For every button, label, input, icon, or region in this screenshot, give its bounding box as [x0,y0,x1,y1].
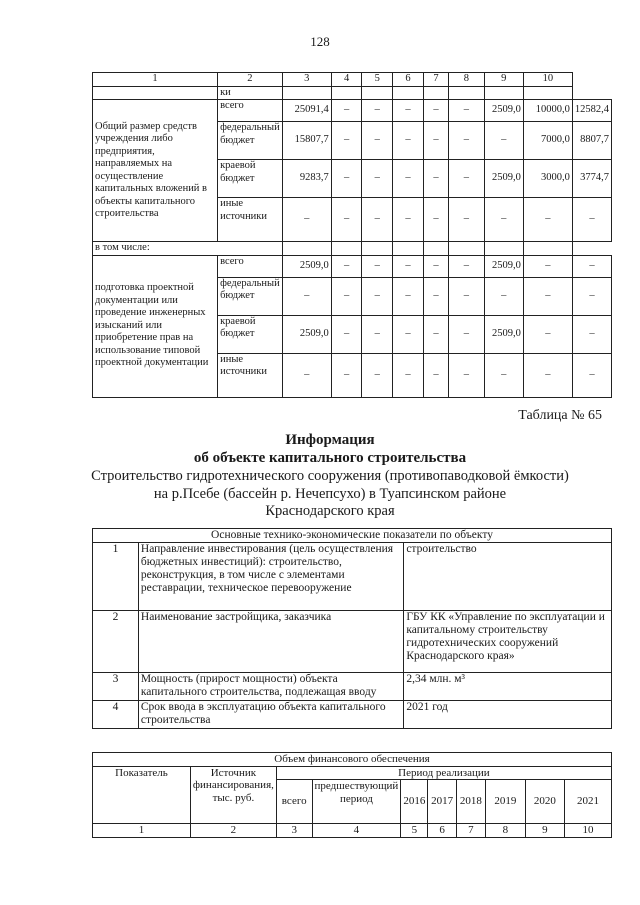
indicators-table [92,528,612,729]
value-cell: – [484,198,523,242]
value-cell: – [449,353,484,397]
col-previous: предшествующий период [312,780,401,824]
value-cell: – [523,277,572,315]
column-number: 10 [523,73,572,87]
value-cell: – [449,160,484,198]
indicator-name: Наименование застройщика, заказчика [138,611,403,673]
page-number: 128 [310,34,330,49]
indicator-value: 2,34 млн. м³ [404,673,612,701]
funding-source: иные источники [218,198,283,242]
value-cell: – [393,255,424,277]
value-cell: – [362,122,393,160]
col-source: Источник финансирования, тыс. руб. [190,766,276,824]
column-number: 6 [428,824,457,838]
col-year: 2018 [457,780,486,824]
column-number: 1 [93,824,191,838]
col-year: 2016 [401,780,428,824]
value-cell: – [523,198,572,242]
empty-cell [523,242,572,256]
value-cell: 12582,4 [572,100,611,122]
column-number: 4 [312,824,401,838]
value-cell: – [282,277,331,315]
column-number: 1 [93,73,218,87]
funding-source: федеральный бюджет [218,122,283,160]
value-cell: 8807,7 [572,122,611,160]
doc-title: Информация [285,432,375,448]
value-cell: – [331,198,362,242]
column-number: 8 [485,824,525,838]
value-cell: – [423,353,448,397]
value-cell: – [393,277,424,315]
value-cell: – [484,277,523,315]
empty-cell [484,242,523,256]
column-number: 5 [401,824,428,838]
empty-cell [523,86,572,100]
column-number: 3 [276,824,312,838]
table-row [93,255,612,277]
empty-cell [393,86,424,100]
value-cell: – [423,315,448,353]
col-year: 2017 [428,780,457,824]
value-cell: – [331,160,362,198]
value-cell: – [393,160,424,198]
group-label: подготовка проектной документации или проведение инженерных изысканий или приобретение прав на использование типовой проектной документации [93,255,218,397]
empty-cell [331,242,362,256]
indicator-value: строительство [404,543,612,611]
column-number: 2 [190,824,276,838]
table-label: Таблица № 65 [518,408,602,423]
empty-cell [93,86,218,100]
value-cell: – [393,198,424,242]
value-cell: – [331,255,362,277]
column-number: 10 [564,824,611,838]
empty-cell [362,242,393,256]
column-number: 6 [393,73,424,87]
financing-header: Объем финансового обеспечения [93,753,612,767]
column-number: 2 [218,73,283,87]
value-cell: – [362,277,393,315]
value-cell: 3774,7 [572,160,611,198]
value-cell: – [484,353,523,397]
value-cell: – [362,315,393,353]
indicator-value: ГБУ КК «Управление по эксплуатации и капитальному строительству гидротехнических сооружений Краснодарского края» [404,611,612,673]
source-continuation: ки [218,86,283,100]
value-cell: 2509,0 [484,255,523,277]
empty-cell [282,242,331,256]
funding-source: краевой бюджет [218,315,283,353]
empty-cell [393,242,424,256]
value-cell: 7000,0 [523,122,572,160]
column-number: 8 [449,73,484,87]
value-cell: 2509,0 [282,255,331,277]
value-cell: 25091,4 [282,100,331,122]
value-cell: – [362,160,393,198]
value-cell: – [449,198,484,242]
col-year: 2020 [525,780,564,824]
indicator-name: Срок ввода в эксплуатацию объекта капитального строительства [138,701,403,729]
value-cell: – [572,315,611,353]
indicator-value: 2021 год [404,701,612,729]
empty-cell [423,242,448,256]
col-year: 2019 [485,780,525,824]
value-cell: 2509,0 [282,315,331,353]
value-cell: – [423,100,448,122]
value-cell: – [362,198,393,242]
empty-cell [331,86,362,100]
value-cell: – [362,353,393,397]
column-number: 3 [282,73,331,87]
empty-cell [449,242,484,256]
col-period: Период реализации [276,766,611,780]
value-cell: – [449,255,484,277]
value-cell: 2509,0 [484,100,523,122]
group-label: Общий размер средств учреждения либо предприятия, направляемых на осуществление капитальных вложений в объекты капитального строительства [93,100,218,242]
value-cell: – [282,353,331,397]
col-year: 2021 [564,780,611,824]
value-cell: – [362,100,393,122]
value-cell: – [572,277,611,315]
row-number: 2 [93,611,139,673]
value-cell: – [572,353,611,397]
row-number: 1 [93,543,139,611]
value-cell: 15807,7 [282,122,331,160]
indicator-name: Мощность (прирост мощности) объекта капитального строительства, подлежащая вводу [138,673,403,701]
column-number: 7 [423,73,448,87]
value-cell: – [423,255,448,277]
row-number: 3 [93,673,139,701]
column-number: 9 [484,73,523,87]
value-cell: 2509,0 [484,160,523,198]
indicator-name: Направление инвестирования (цель осуществления бюджетных инвестиций): строительство, реконструкция, в том числе с элементами реставрации, техническое перевооружение [138,543,403,611]
value-cell: – [331,353,362,397]
value-cell: – [572,198,611,242]
indicators-header: Основные технико-экономические показатели по объекту [93,529,612,543]
column-number: 4 [331,73,362,87]
col-total: всего [276,780,312,824]
col-indicator: Показатель [93,766,191,824]
funding-source: иные источники [218,353,283,397]
empty-cell [362,86,393,100]
empty-cell [423,86,448,100]
value-cell: – [393,100,424,122]
value-cell: 10000,0 [523,100,572,122]
funding-source: всего [218,100,283,122]
object-name-line-2: на р.Псебе (бассейн р. Нечепсухо) в Туапсинском районе [153,486,507,502]
row-number: 4 [93,701,139,729]
empty-cell [282,86,331,100]
empty-cell [484,86,523,100]
value-cell: – [362,255,393,277]
column-number: 7 [457,824,486,838]
value-cell: – [423,122,448,160]
value-cell: – [423,198,448,242]
column-number: 5 [362,73,393,87]
value-cell: – [393,122,424,160]
funding-source: всего [218,255,283,277]
financing-volume-table [92,752,612,838]
funding-source: краевой бюджет [218,160,283,198]
financing-table-continued [92,72,612,398]
object-name-line-3: Краснодарского края [265,503,395,519]
value-cell: – [282,198,331,242]
value-cell: – [393,315,424,353]
value-cell: – [331,122,362,160]
value-cell: – [423,277,448,315]
value-cell: – [523,255,572,277]
value-cell: – [423,160,448,198]
value-cell: – [484,122,523,160]
value-cell: – [331,277,362,315]
value-cell: – [449,122,484,160]
value-cell: – [393,353,424,397]
value-cell: – [331,315,362,353]
value-cell: 9283,7 [282,160,331,198]
table-row [93,100,612,122]
value-cell: 2509,0 [484,315,523,353]
value-cell: – [449,100,484,122]
value-cell: – [523,315,572,353]
object-name-line-1: Строительство гидротехнического сооружения (противопаводковой ёмкости) [91,468,569,484]
subheader: в том числе: [93,242,283,256]
value-cell: – [523,353,572,397]
column-number: 9 [525,824,564,838]
value-cell: 3000,0 [523,160,572,198]
funding-source: федеральный бюджет [218,277,283,315]
value-cell: – [331,100,362,122]
doc-subtitle: об объекте капитального строительства [193,450,467,466]
value-cell: – [572,255,611,277]
value-cell: – [449,277,484,315]
column-number-row [93,73,612,87]
empty-cell [449,86,484,100]
value-cell: – [449,315,484,353]
